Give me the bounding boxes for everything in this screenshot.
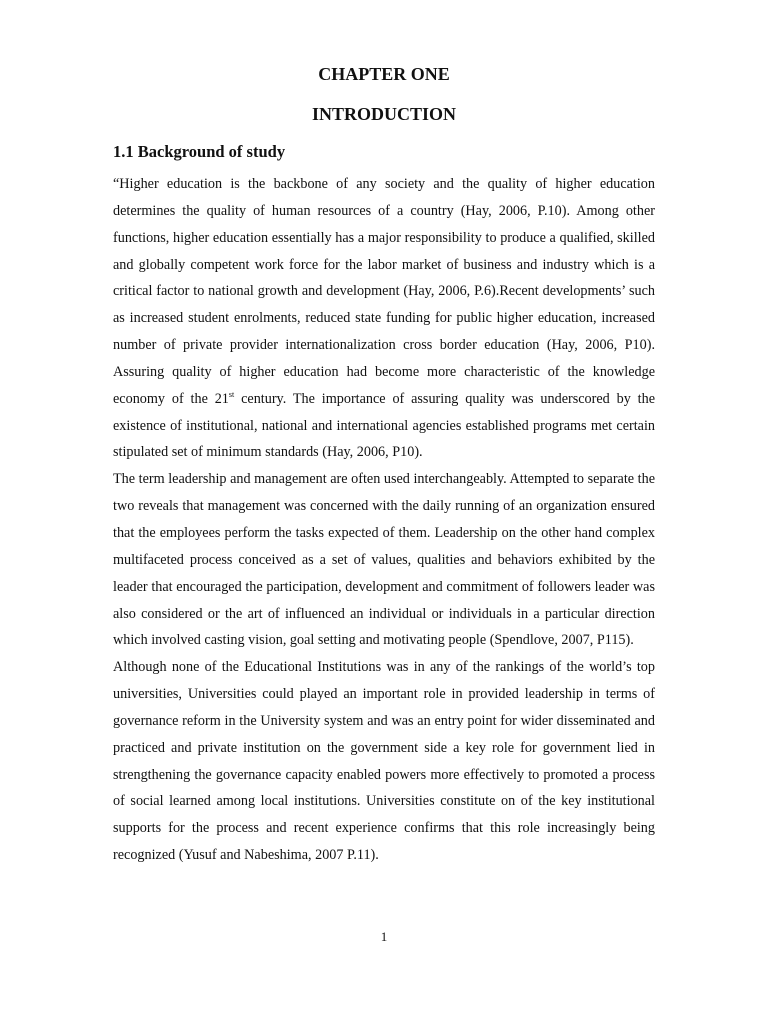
section-heading: 1.1 Background of study <box>113 142 286 161</box>
paragraph-1-text: “Higher education is the backbone of any society and the quality of higher education determines the quality of human resources of a country (Hay, 2006, P.10). Among other functions, higher education essentially has a major responsibility to produce a qualified, skilled and globally competent work force for the labor market of business and industry which is a critical factor to national growth and development (Hay, 2006, P.6).Recent developments’ such as increased student enrolments, reduced state funding for public higher education, increased number of private provider internationalization cross border education (Hay, 2006, P10). Assuring quality of higher education had become more characteristic of the knowledge economy of the 21 <box>113 176 655 407</box>
paragraph-3: Although none of the Educational Institutions was in any of the rankings of the world’s top universities, Universities could played an important role in provided leadership in terms of governance reform in the University system and was an entry point for wider disseminated and practiced and private institution on the government side a key role for government lied in strengthening the governance capacity enabled powers more effectively to promoted a process of social learned among local institutions. Universities constitute on of the key institutional supports for the process and recent experience confirms that this role increasingly being recognized (Yusuf and Nabeshima, 2007 P.11). <box>113 659 655 864</box>
chapter-title: INTRODUCTION <box>311 104 457 124</box>
paragraph-1 <box>113 171 655 466</box>
body-text <box>113 171 655 869</box>
superscript-ordinal: st <box>228 389 235 399</box>
paragraph-2: The term leadership and management are often used interchangeably. Attempted to separate the two reveals that management was concerned with the daily running of an organization ensured that the employees perform the tasks expected of them. Leadership on the other hand complex multifaceted process conceived as a set of values, qualities and behaviors exhibited by the leader that encouraged the participation, development and commitment of followers leader was also considered or the art of influenced an individual or individuals in a particular direction which involved casting vision, goal setting and motivating people (Spendlove, 2007, P115). <box>113 471 655 649</box>
paragraph-1-text-cont: century. The importance of assuring quality was underscored by the existence of institutional, national and international agencies established programs met certain stipulated set of minimum standards (Hay, 2006, P10). <box>113 390 655 461</box>
chapter-label: CHAPTER ONE <box>318 64 450 84</box>
page-number: 1 <box>380 929 388 944</box>
